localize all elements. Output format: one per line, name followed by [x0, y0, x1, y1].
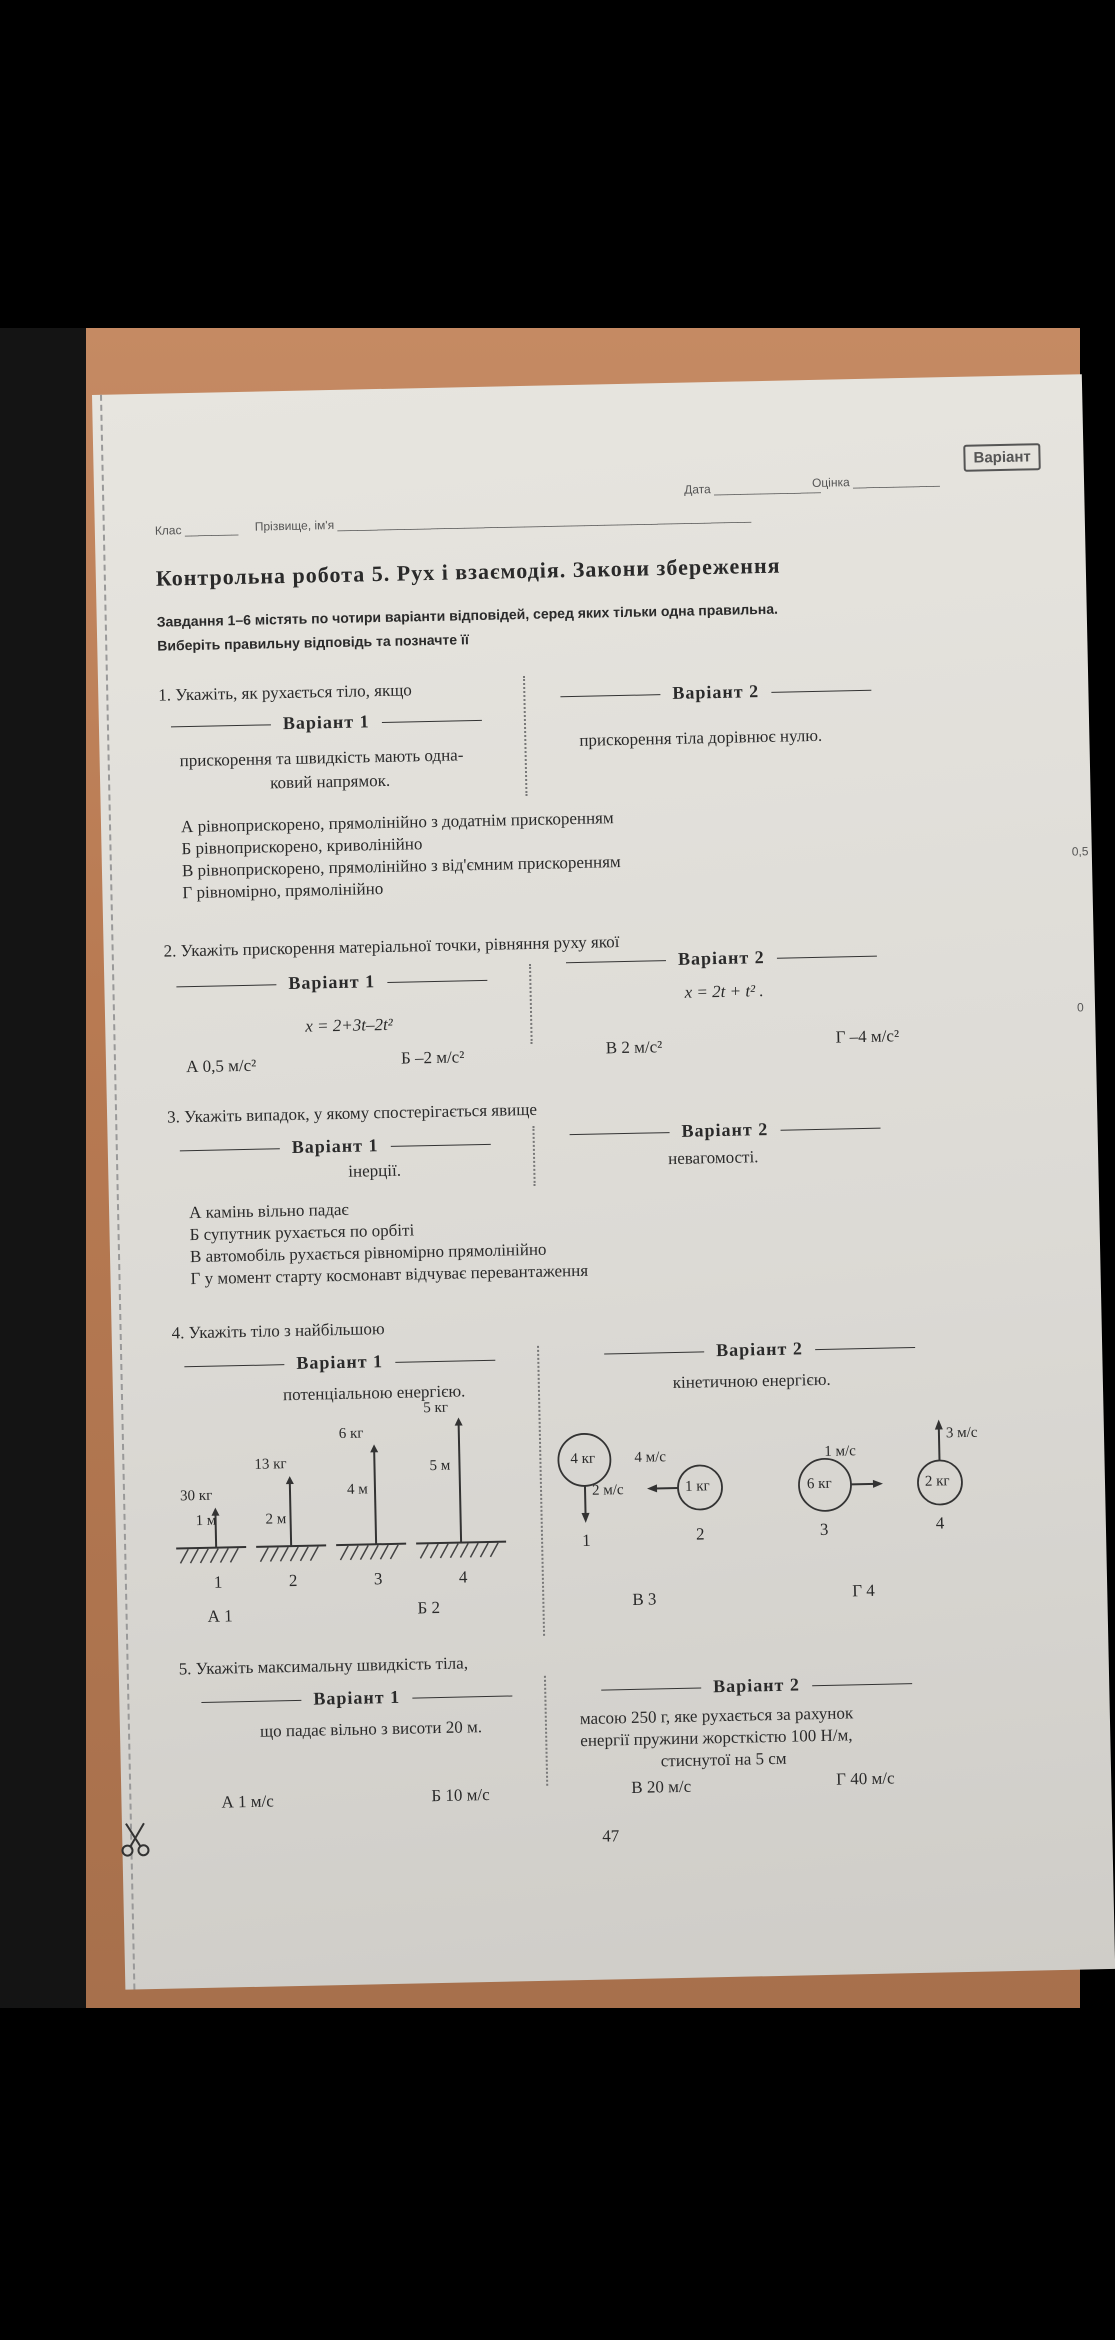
q1-divider: [523, 676, 528, 796]
q4-right-num-3: 3: [819, 1519, 829, 1540]
q1-variant2-label: Варіант 2: [548, 678, 883, 706]
q4-variant1-label: Варіант 1: [172, 1349, 507, 1377]
q5-v2-line2: енергії пружини жорсткістю 100 Н/м,: [580, 1725, 853, 1751]
q4-variant2-label: Варіант 2: [592, 1336, 927, 1364]
q4-balls-diagram: [553, 1407, 955, 1535]
q1-option-d: Г рівномірно, прямолінійно: [182, 879, 384, 903]
q5-option-d: Г 40 м/с: [835, 1768, 895, 1789]
q4-ball4-speed: 3 м/с: [945, 1424, 978, 1442]
q5-divider: [544, 1676, 548, 1786]
instructions-line1: Завдання 1–6 містять по чотири варіанти відповідей, серед яких тільки одна правильна.: [156, 600, 779, 630]
q2-v1-equation: x = 2+3t–2t²: [305, 1014, 393, 1036]
margin-text-1: 0,5: [1071, 844, 1089, 859]
instructions-line2: Виберіть правильну відповідь та позначте її: [157, 631, 469, 654]
q5-v2-line1: масою 250 г, яке рухається за рахунок: [579, 1703, 854, 1729]
scissors-icon: [118, 1819, 153, 1860]
q2-option-a: А 0,5 м/с²: [185, 1055, 257, 1077]
q4-mass-1: 30 кг: [179, 1487, 213, 1505]
q1-v2-text: прискорення тіла дорівнює нулю.: [579, 725, 823, 750]
q5-variant2-label: Варіант 2: [589, 1672, 924, 1700]
q3-v2-text: невагомості.: [667, 1147, 759, 1169]
q4-right-num-1: 1: [581, 1530, 591, 1550]
q4-height-2: 2 м: [265, 1511, 287, 1528]
q4-ball4-mass: 2 кг: [924, 1473, 950, 1490]
page-title: Контрольна робота 5. Рух і взаємодія. Закони збереження: [155, 552, 781, 591]
margin-text-2: 0: [1076, 1000, 1084, 1015]
q4-option-b: Б 2: [417, 1597, 441, 1618]
q4-mass-4: 5 кг: [423, 1399, 449, 1417]
q4-option-a: А 1: [207, 1606, 233, 1626]
q4-mass-2: 13 кг: [254, 1456, 287, 1473]
q4-left-num-4: 4: [458, 1567, 468, 1587]
q1-option-c: В рівноприскорено, прямолінійно з від'ємним прискоренням: [181, 852, 621, 881]
q4-v1-text: потенціальною енергією.: [282, 1381, 466, 1405]
q2-divider: [529, 964, 533, 1044]
date-field: Дата ________________: [683, 479, 821, 497]
q5-option-a: А 1 м/с: [221, 1791, 274, 1812]
q3-variant1-label: Варіант 1: [168, 1133, 503, 1161]
q4-height-1: 1 м: [195, 1512, 217, 1530]
q2-text: 2. Укажіть прискорення матеріальної точки, рівняння руху якої: [163, 932, 620, 961]
q2-option-d: Г –4 м/с²: [835, 1026, 900, 1047]
q5-v2-line3: стиснутої на 5 см: [660, 1748, 787, 1771]
q5-option-b: Б 10 м/с: [431, 1784, 490, 1806]
dark-left-edge: [0, 328, 86, 2008]
q4-ball2-mass: 1 кг: [684, 1478, 710, 1495]
q4-ball1-speed: 2 м/с: [591, 1482, 624, 1499]
q4-ball1-mass: 4 кг: [570, 1450, 596, 1468]
q1-v1-line1: прискорення та швидкість мають одна-: [179, 745, 464, 771]
q2-variant1-label: Варіант 1: [164, 969, 499, 997]
q2-option-b: Б –2 м/с²: [400, 1047, 465, 1068]
q1-variant1-label: Варіант 1: [159, 709, 494, 737]
q4-divider: [537, 1346, 545, 1636]
q1-v1-line2: ковий напрямок.: [269, 770, 391, 793]
q5-text: 5. Укажіть максимальну швидкість тіла,: [178, 1653, 469, 1679]
q3-variant2-label: Варіант 2: [557, 1116, 892, 1144]
q3-text: 3. Укажіть випадок, у якому спостерігається явище: [166, 1099, 538, 1127]
q2-variant2-label: Варіант 2: [554, 944, 889, 972]
q4-left-num-3: 3: [373, 1569, 383, 1589]
q4-mass-3: 6 кг: [338, 1425, 364, 1443]
q1-option-a: А рівноприскорено, прямолінійно з додатнім прискоренням: [180, 808, 614, 837]
grade-field: Оцінка _____________: [811, 473, 940, 490]
q5-v1-text: що падає вільно з висоти 20 м.: [259, 1717, 483, 1741]
q4-left-num-1: 1: [213, 1572, 223, 1592]
q1-option-b: Б рівноприскорено, криволінійно: [181, 834, 423, 859]
q3-divider: [532, 1126, 535, 1186]
q4-left-num-2: 2: [288, 1570, 298, 1591]
q3-option-b: Б супутник рухається по орбіті: [189, 1220, 415, 1245]
q4-text: 4. Укажіть тіло з найбільшою: [171, 1319, 385, 1343]
q4-option-c: В 3: [632, 1589, 657, 1609]
q3-option-a: А камінь вільно падає: [188, 1199, 349, 1223]
q4-v2-text: кінетичною енергією.: [672, 1369, 831, 1393]
q3-option-d: Г у момент старту космонавт відчуває перевантаження: [190, 1260, 589, 1289]
q3-option-c: В автомобіль рухається рівномірно прямолінійно: [189, 1239, 547, 1267]
q3-v1-text: інерції.: [348, 1160, 402, 1181]
variant-box: Варіант: [963, 443, 1041, 472]
worksheet-page: [92, 374, 1115, 1989]
q4-height-3: 4 м: [346, 1481, 368, 1498]
q2-option-c: В 2 м/с²: [605, 1037, 663, 1058]
q4-ball3-speed: 1 м/с: [824, 1443, 857, 1460]
q2-v2-equation: x = 2t + t² .: [684, 981, 764, 1002]
q5-variant1-label: Варіант 1: [189, 1684, 524, 1712]
q4-ball3-mass: 6 кг: [806, 1475, 832, 1493]
class-field: Клас ________: [154, 521, 239, 538]
q4-right-num-2: 2: [695, 1524, 705, 1544]
page-number: 47: [602, 1826, 620, 1846]
q4-ball2-speed: 4 м/с: [634, 1449, 667, 1466]
q1-text: 1. Укажіть, як рухається тіло, якщо: [158, 680, 413, 705]
name-field: Прізвище, ім'я ______________________________________________________________: [254, 509, 752, 534]
q4-right-num-4: 4: [935, 1513, 945, 1533]
q4-option-d: Г 4: [852, 1580, 875, 1601]
q5-option-c: В 20 м/с: [631, 1776, 692, 1798]
q4-height-4: 5 м: [429, 1457, 451, 1475]
